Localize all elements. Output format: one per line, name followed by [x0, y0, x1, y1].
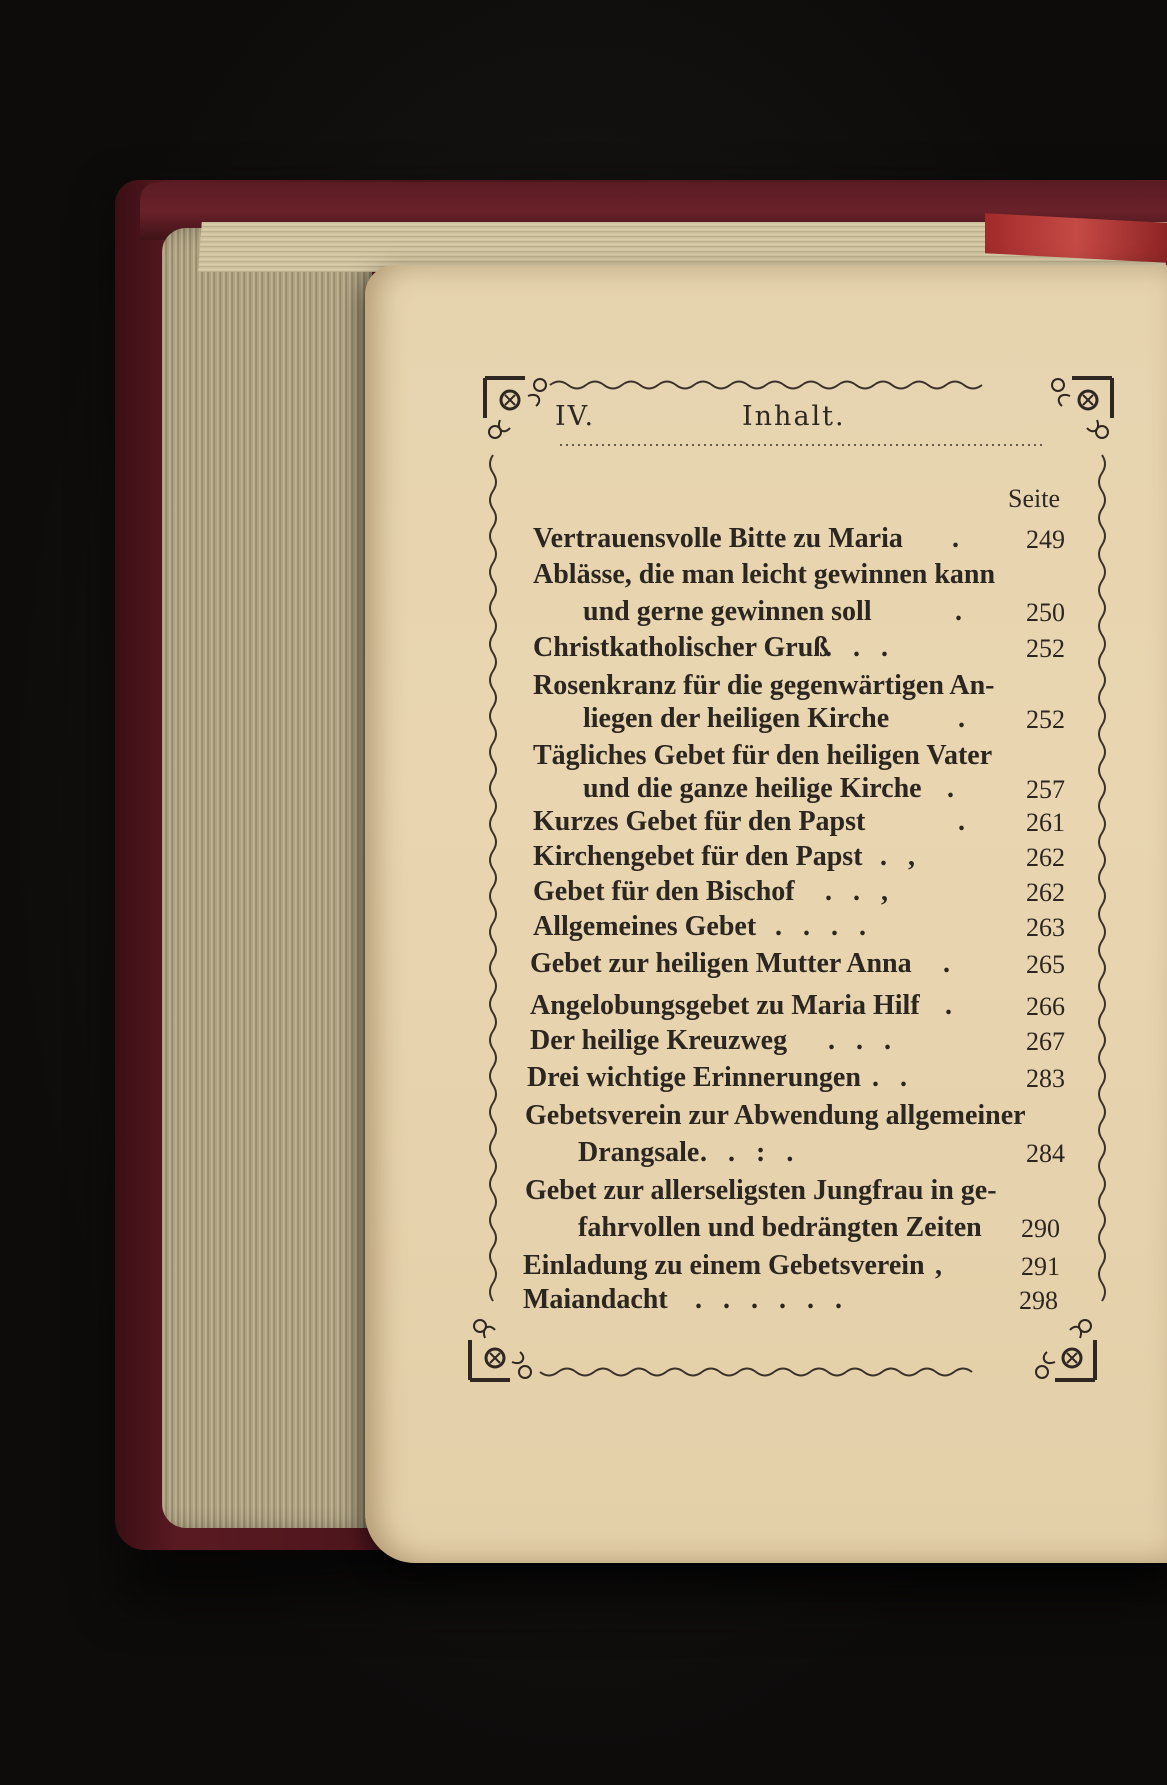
toc-page-number: 262: [1026, 843, 1065, 872]
corner-ornament-top-right: [1052, 378, 1112, 438]
frame-wavy-left: [490, 455, 496, 1301]
toc-entry-title: Ablässe, die man leicht gewinnen kann: [533, 559, 996, 590]
toc-page-number: 249: [1026, 525, 1065, 554]
toc-entry-title: Gebet zur allerseligsten Jungfrau in ge-: [525, 1175, 997, 1206]
toc-page-number: 298: [1019, 1286, 1058, 1315]
frame-wavy-bottom: [540, 1369, 972, 1376]
toc-page-number: 284: [1026, 1139, 1065, 1168]
corner-ornament-bottom-right: [1036, 1320, 1095, 1380]
toc-page-number: 250: [1026, 598, 1065, 627]
toc-entry-title: Rosenkranz für die gegenwärtigen An-: [533, 670, 995, 701]
toc-entry-title: Einladung zu einem Gebetsverein: [523, 1250, 925, 1281]
toc-entry-title: Drei wichtige Erinnerungen: [527, 1062, 861, 1093]
toc-leader: . . .: [825, 632, 888, 663]
toc-entry-title: Gebet für den Bischof: [533, 876, 795, 907]
toc-page-number: 290: [1021, 1214, 1060, 1243]
toc-entry-title: Gebetsverein zur Abwendung allgemeiner: [525, 1100, 1026, 1131]
toc-entry-title: Der heilige Kreuzweg: [530, 1025, 788, 1056]
toc-page-number: 291: [1021, 1252, 1060, 1281]
toc-page-number: 252: [1026, 705, 1065, 734]
toc-entry-title: Kirchengebet für den Papst: [533, 841, 863, 872]
toc-page-number: 266: [1026, 992, 1065, 1021]
toc-leader: .: [952, 523, 959, 554]
toc-entry-title: Christkatholischer Gruß: [533, 632, 829, 663]
corner-ornament-top-left: [485, 378, 546, 438]
toc-leader: . ,: [880, 841, 915, 872]
toc-leader: .: [955, 596, 962, 627]
toc-leader: ,: [935, 1250, 942, 1281]
toc-page-number: 267: [1026, 1027, 1065, 1056]
toc-leader: . . : .: [700, 1137, 794, 1168]
toc-leader: .: [943, 948, 950, 979]
toc-entry-continuation: fahrvollen und bedrängten Zeiten: [578, 1212, 982, 1243]
toc-leader: .: [958, 806, 965, 837]
toc-entry-continuation: liegen der heiligen Kirche: [583, 703, 890, 734]
toc-page-number: 257: [1026, 775, 1065, 804]
toc-leader: . . . .: [775, 911, 866, 942]
toc-entry-title: Tägliches Gebet für den heiligen Vater: [533, 740, 993, 771]
toc-entry-title: Angelobungsgebet zu Maria Hilf: [530, 990, 920, 1021]
toc-page-number: 262: [1026, 878, 1065, 907]
toc-page-number: 265: [1026, 950, 1065, 979]
frame-wavy-top: [550, 382, 982, 389]
toc-leader: .: [947, 773, 954, 804]
frame-wavy-right: [1099, 455, 1105, 1301]
toc-page-number: 261: [1026, 808, 1065, 837]
toc-entry-title: Maiandacht: [523, 1284, 668, 1315]
toc-entry-title: Gebet zur heiligen Mutter Anna: [530, 948, 912, 979]
toc-entry-title: Allgemeines Gebet: [533, 911, 757, 942]
toc-leader: . . .: [828, 1025, 891, 1056]
page-number: IV.: [555, 401, 596, 432]
page-column-label: Seite: [1008, 484, 1060, 513]
corner-ornament-bottom-left: [470, 1320, 531, 1380]
toc-entry-continuation: und die ganze heilige Kirche: [583, 773, 922, 804]
toc-entry-title: Kurzes Gebet für den Papst: [533, 806, 866, 837]
toc-page-number: 263: [1026, 913, 1065, 942]
toc-leader: .: [945, 990, 952, 1021]
toc-leader: .: [958, 703, 965, 734]
toc-page-number: 283: [1026, 1064, 1065, 1093]
toc-leader: . . ,: [825, 876, 888, 907]
toc-entry-continuation: Drangsale: [578, 1137, 700, 1168]
toc-page-number: 252: [1026, 634, 1065, 663]
toc-entry-title: Vertrauensvolle Bitte zu Maria: [533, 523, 903, 554]
toc-leader: . .: [872, 1062, 907, 1093]
toc-entry-continuation: und gerne gewinnen soll: [583, 596, 872, 627]
page-title: Inhalt.: [742, 401, 846, 432]
toc-leader: . . . . . .: [695, 1284, 842, 1315]
